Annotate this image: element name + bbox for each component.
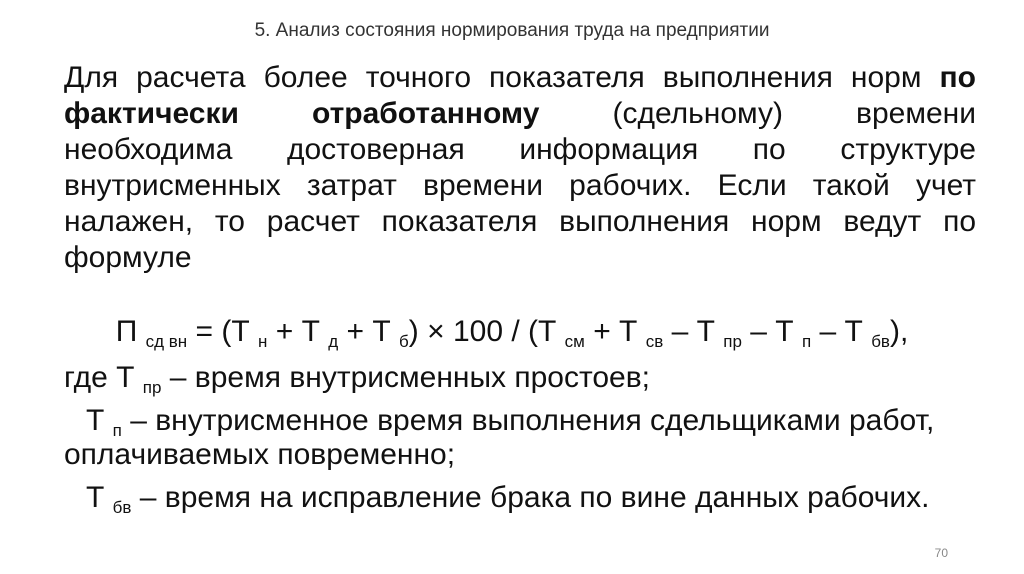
definition-text: – внутрисменное время выполнения сдельщиками работ, xyxy=(121,404,935,437)
definition-text: – время на исправление брака по вине данных рабочих. xyxy=(131,481,930,514)
formula-part: + Т xyxy=(338,315,400,348)
formula-part: ) × 100 / (Т xyxy=(408,315,565,348)
paragraph-line-4: внутрисменных затрат времени рабочих. Если такой учет xyxy=(64,169,976,202)
formula-subscript: св xyxy=(645,332,664,351)
definition-downtime xyxy=(64,360,650,396)
page-number: 70 xyxy=(934,546,948,560)
formula-subscript: п xyxy=(801,332,812,351)
paragraph-text: Для расчета более точного показателя выполнения норм xyxy=(64,61,940,94)
formula-subscript: б xyxy=(399,332,409,351)
definition-text: Т xyxy=(86,404,113,437)
formula-subscript: пр xyxy=(723,332,742,351)
definition-time-based-work xyxy=(86,403,934,439)
paragraph-line-1 xyxy=(64,60,976,96)
formula-part: + Т xyxy=(267,315,329,348)
formula-subscript: см xyxy=(564,332,585,351)
definition-text: Т xyxy=(86,481,113,514)
slide-title: 5. Анализ состояния нормирования труда на предприятии xyxy=(254,20,770,41)
paragraph-line-5: налажен, то расчет показателя выполнения норм ведут по xyxy=(64,205,976,238)
paragraph-bold-text: фактически отработанному xyxy=(64,97,540,130)
paragraph-line-2 xyxy=(64,96,976,132)
formula-subscript: сд вн xyxy=(145,332,188,351)
formula-subscript: д xyxy=(328,332,339,351)
formula-part: + Т xyxy=(584,315,646,348)
definition-text: где Т xyxy=(64,361,143,394)
body-paragraph xyxy=(64,60,976,276)
definition-subscript: пр xyxy=(142,378,162,397)
formula-subscript: н xyxy=(258,332,268,351)
formula xyxy=(0,314,1024,350)
formula-part: – Т xyxy=(663,315,724,348)
formula-part: – Т xyxy=(741,315,802,348)
formula-part: – Т xyxy=(811,315,872,348)
definition-time-based-work-continued: оплачиваемых повременно; xyxy=(64,438,456,471)
formula-subscript: бв xyxy=(871,332,890,351)
formula-part: ), xyxy=(889,315,909,348)
formula-part: = (Т xyxy=(187,315,258,348)
formula-part: П xyxy=(115,315,146,348)
definition-subscript: бв xyxy=(112,498,132,517)
paragraph-bold-text: по xyxy=(939,61,976,94)
definition-defect-correction xyxy=(86,480,930,516)
definition-text: – время внутрисменных простоев; xyxy=(161,361,651,394)
definition-subscript: п xyxy=(112,421,122,440)
paragraph-text: (сдельному) времени xyxy=(539,97,977,130)
paragraph-line-6: формуле xyxy=(64,241,192,274)
paragraph-line-3: необходима достоверная информация по структуре xyxy=(64,133,976,166)
